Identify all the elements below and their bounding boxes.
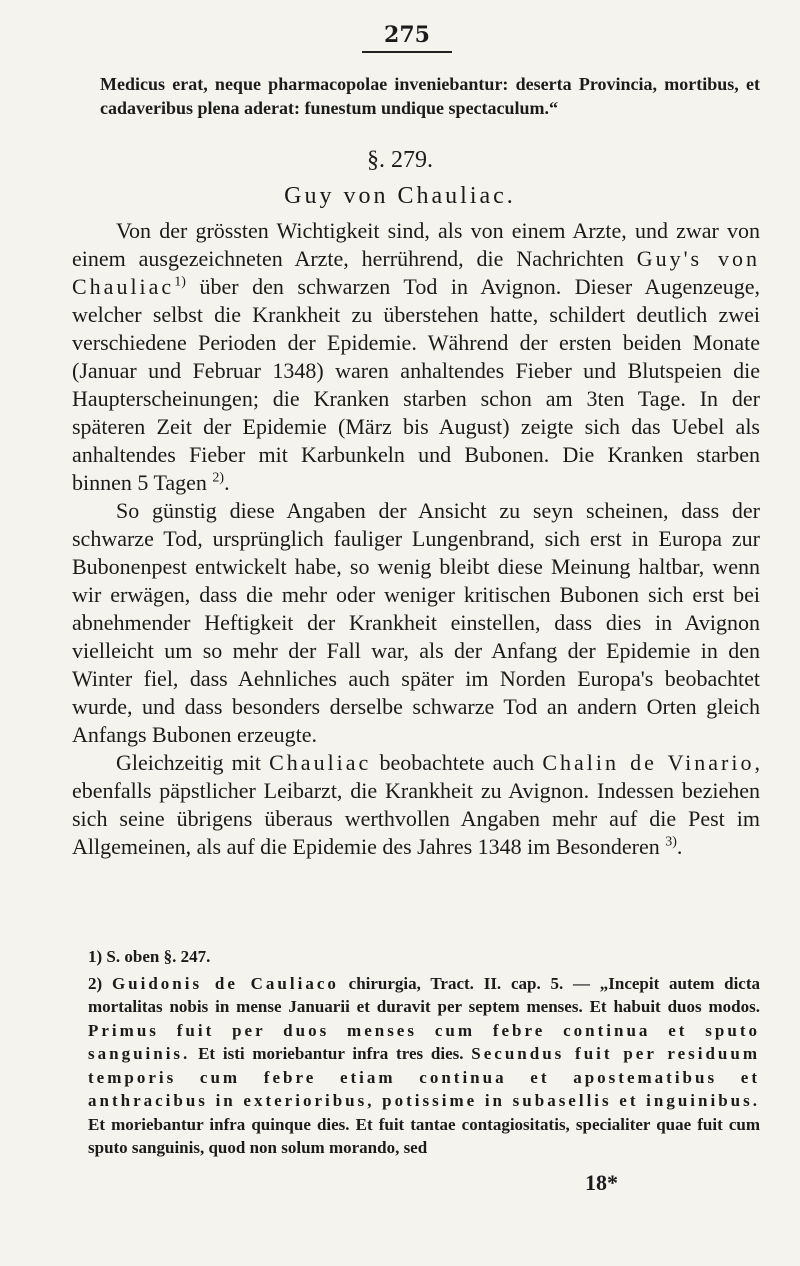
printer-signature-mark: 18* (585, 1170, 618, 1195)
latin-quote-continuation: Medicus erat, neque pharmacopolae inveniebantur: deserta Provincia, mortibus, et cadaveribus plena aderat: funestum undique spectaculum.“ (100, 74, 760, 118)
paragraph (72, 217, 760, 497)
paragraph-text: Gleichzeitig mit (116, 750, 270, 775)
section-number: §. 279. (367, 147, 433, 173)
footnote (88, 972, 760, 1160)
footnote-emphasis: Primus fuit per duos menses cum febre continua et sputo sanguinis. (88, 1020, 760, 1063)
paragraph-text: , ebenfalls päpstlicher Leibarzt, die Krankheit zu Avignon. Indessen beziehen sich seine übrigens überaus werthvollen Angaben mehr auf die Pest im Allgemeinen, als auf die Epidemie des Jahres 1348 im Besonderen (72, 750, 760, 859)
footnote-mark: 1) (88, 947, 103, 966)
footnote-text: chirurgia, Tract. II. cap. 5. — „Incepit autem dicta mortalitas nobis in mense Januarii et duravit per septem menses. Et habuit duos modos. (88, 973, 761, 1016)
footnote-reference: 3) (665, 834, 677, 850)
person-name: Guy's von Chauliac (72, 246, 760, 299)
person-name: Chauliac (269, 750, 372, 775)
paragraph: So günstig diese Angaben der Ansicht zu seyn scheinen, dass der schwarze Tod, ursprünglich fauliger Lungenbrand, sich erst in Europa zur Bubonenpest entwickelt habe, so wenig bleibt diese Meinung haltbar, wenn wir erwägen, dass die mehr oder weniger kritischen Bubonen sich erst bei abnehmender Heftigkeit der Krankheit einstellen, dass dies in Avignon vielleicht um so mehr der Fall war, als der Anfang der Epidemie in den Winter fiel, dass Aehnliches auch später im Norden Europa's beobachtet wurde, und dass besonders derselbe schwarze Tod an andern Orten gleich Anfangs Bubonen erzeugte. (72, 498, 760, 747)
paragraph-text: beobachtete auch (371, 750, 543, 775)
paragraph-text: über den schwarzen Tod in Avignon. Dieser Augenzeuge, welcher selbst die Krankheit zu überstehen hatte, schildert deutlich zwei verschiedene Perioden der Epidemie. Während der ersten beiden Monate (Januar und Februar 1348) waren anhaltendes Fieber und Blutspeien die Haupterscheinungen; die Kranken starben schon am 3ten Tage. In der späteren Zeit der Epidemie (März bis August) zeigte sich das Uebel als anhaltendes Fieber mit Karbunkeln und Bubonen. Die Kranken starben binnen 5 Tagen (72, 274, 760, 495)
footnote-reference: 2) (212, 470, 225, 486)
footnote-text: Et moriebantur infra quinque dies. Et fuit tantae contagiositatis, specialiter quae fuit cum sputo sanguinis, quod non solum morando, sed (88, 1114, 760, 1157)
main-text (72, 217, 760, 861)
footnote-reference: 1) (174, 274, 186, 290)
person-name: Chalin de Vinario (542, 750, 755, 775)
footnote-emphasis: Secundus fuit per residuum temporis cum febre etiam continua et apostematibus et anthracibus in exterioribus, potissime in subasellis et inguinibus. (88, 1044, 760, 1110)
footnote-text: Et isti moriebantur infra tres dies. (190, 1044, 472, 1063)
page-number: 275 (362, 22, 452, 53)
paragraph-text: Von der grössten Wichtigkeit sind, als von einem Arzte, und zwar von einem ausgezeichneten Arzte, herrührend, die Nachrichten (72, 218, 760, 271)
footnote-text: S. oben §. 247. (106, 947, 211, 966)
paragraph-text: . (224, 470, 230, 495)
footnotes (88, 945, 760, 1160)
footnote (88, 945, 760, 969)
person-name: Guidonis de Cauliaco (111, 973, 339, 993)
section-title: Guy von Chauliac. (284, 183, 516, 209)
paragraph-text: . (676, 834, 683, 859)
footnote-mark: 2) (88, 973, 103, 993)
paragraph (72, 749, 760, 861)
